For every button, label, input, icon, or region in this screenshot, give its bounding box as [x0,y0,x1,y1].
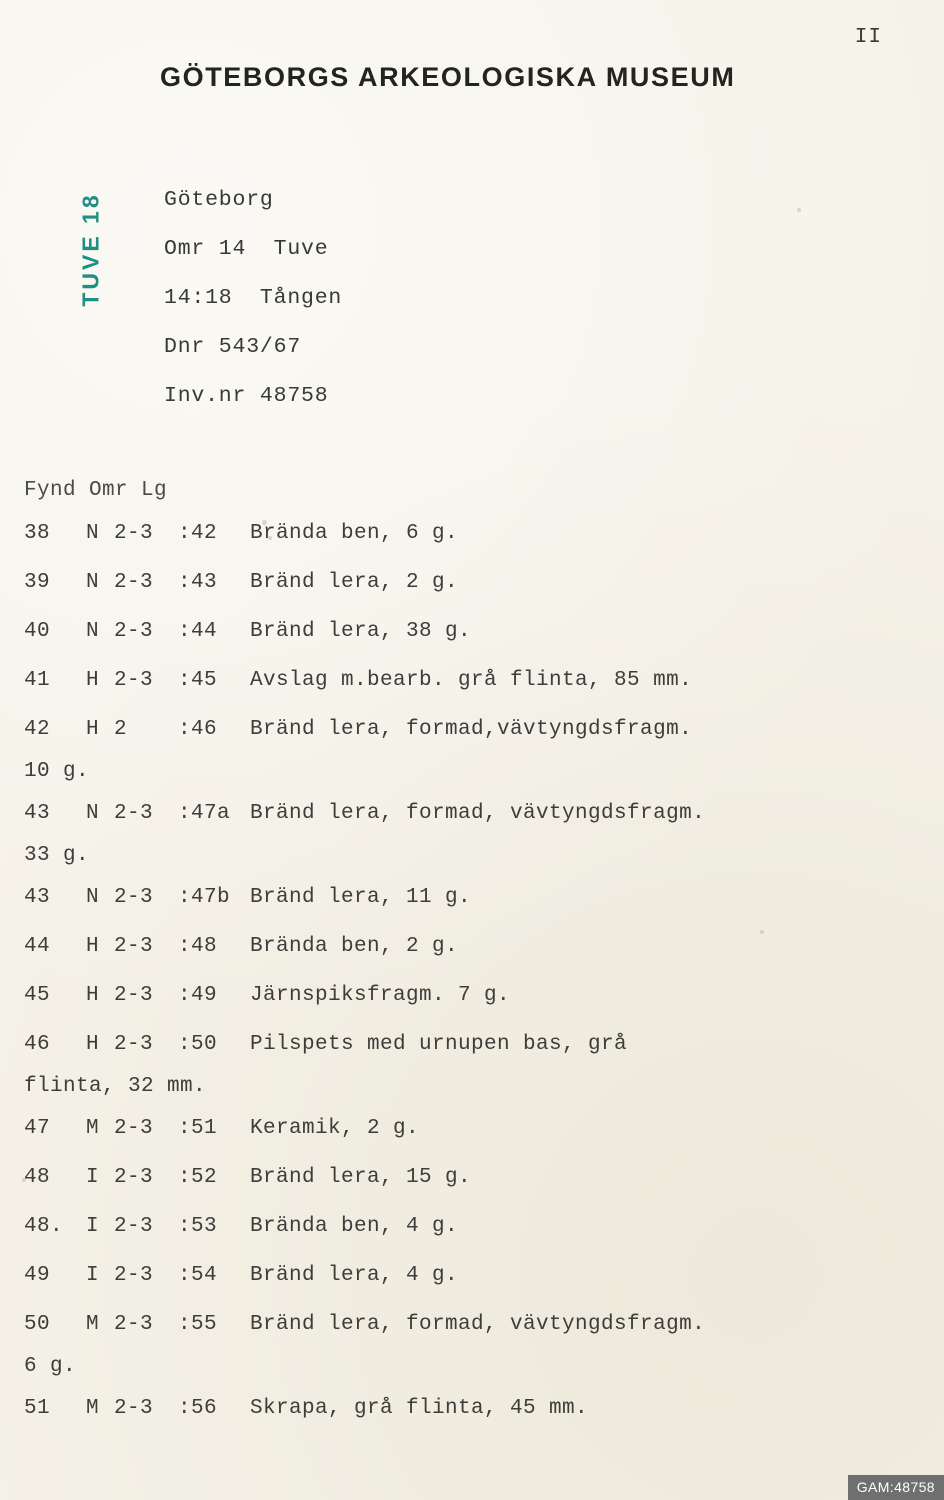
list-item [24,873,705,922]
cell-num: :49 [178,984,218,1007]
cell-lg: 2-3 [114,802,154,825]
cell-desc: Bränd lera, 4 g. [250,1264,459,1287]
cell-lg: 2-3 [114,1264,154,1287]
header-line-area: Omr 14 Tuve [164,237,329,261]
cell-lg: 2-3 [114,1033,154,1056]
archive-id-badge: GAM:48758 [848,1475,944,1500]
cell-fynd: 50 [24,1313,51,1336]
page-title: GÖTEBORGS ARKEOLOGISKA MUSEUM [160,62,736,92]
cell-lg: 2-3 [114,669,154,692]
cell-num: :53 [178,1215,218,1238]
paper-speck [797,208,801,212]
cell-desc: Brända ben, 4 g. [250,1215,459,1238]
cell-lg: 2-3 [114,1397,154,1420]
cell-desc: Bränd lera, 15 g. [250,1166,472,1189]
header-line-subarea: 14:18 Tången [164,286,343,310]
cell-omr: H [86,935,100,958]
paper-speck [760,930,764,934]
list-item [24,1104,705,1153]
cell-desc: Järnspiksfragm. 7 g. [250,984,511,1007]
cell-fynd: 48 [24,1166,51,1189]
cell-desc: Avslag m.bearb. grå flinta, 85 mm. [250,669,693,692]
header-line-invnr: Inv.nr 48758 [164,384,329,408]
cell-omr: H [86,669,100,692]
cell-lg: 2-3 [114,571,154,594]
cell-desc: Keramik, 2 g. [250,1117,420,1140]
cell-num: :55 [178,1313,218,1336]
list-item [24,656,705,705]
cell-fynd: 44 [24,935,51,958]
list-item [24,1153,705,1202]
list-item [24,922,705,971]
cell-lg: 2-3 [114,1215,154,1238]
cell-desc: Bränd lera, 2 g. [250,571,459,594]
cell-lg: 2 [114,718,128,741]
cell-fynd: 38 [24,522,51,545]
cell-desc-cont: 33 g. [24,844,90,867]
cell-lg: 2-3 [114,1313,154,1336]
page-number: II [854,26,882,49]
cell-num: :45 [178,669,218,692]
header-line-dnr: Dnr 543/67 [164,335,302,359]
cell-fynd: 43 [24,886,51,909]
cell-desc-cont: 10 g. [24,760,90,783]
cell-lg: 2-3 [114,935,154,958]
cell-fynd: 40 [24,620,51,643]
cell-num: :50 [178,1033,218,1056]
cell-desc-cont: 6 g. [24,1355,77,1378]
cell-num: :56 [178,1397,218,1420]
cell-omr: H [86,1033,100,1056]
cell-lg: 2-3 [114,1117,154,1140]
list-item [24,1300,705,1349]
list-item-continuation [24,754,705,789]
cell-num: :43 [178,571,218,594]
cell-fynd: 46 [24,1033,51,1056]
cell-lg: 2-3 [114,984,154,1007]
list-item [24,1020,705,1069]
cell-lg: 2-3 [114,886,154,909]
cell-fynd: 45 [24,984,51,1007]
list-item [24,1384,705,1433]
cell-omr: N [86,886,100,909]
cell-omr: M [86,1313,100,1336]
cell-num: :54 [178,1264,218,1287]
cell-num: :52 [178,1166,218,1189]
cell-fynd: 42 [24,718,51,741]
cell-desc: Bränd lera, formad, vävtyngdsfragm. [250,1313,706,1336]
header-line-place: Göteborg [164,188,274,212]
list-item [24,1251,705,1300]
cell-omr: H [86,718,100,741]
cell-fynd: 43 [24,802,51,825]
list-item [24,705,705,754]
cell-omr: N [86,522,100,545]
cell-num: :47b [178,886,231,909]
cell-fynd: 47 [24,1117,51,1140]
cell-num: :42 [178,522,218,545]
list-item [24,607,705,656]
cell-desc: Brända ben, 6 g. [250,522,459,545]
cell-num: :51 [178,1117,218,1140]
cell-desc: Pilspets med urnupen bas, grå [250,1033,628,1056]
cell-omr: N [86,571,100,594]
cell-lg: 2-3 [114,522,154,545]
cell-fynd: 51 [24,1397,51,1420]
cell-num: :46 [178,718,218,741]
cell-lg: 2-3 [114,620,154,643]
cell-omr: N [86,620,100,643]
list-item [24,789,705,838]
cell-fynd: 39 [24,571,51,594]
cell-num: :48 [178,935,218,958]
cell-desc: Bränd lera, formad, vävtyngdsfragm. [250,802,706,825]
column-header: Fynd Omr Lg [24,479,168,502]
list-item-continuation [24,1349,705,1384]
cell-desc: Bränd lera, 11 g. [250,886,472,909]
cell-omr: H [86,984,100,1007]
cell-omr: I [86,1264,100,1287]
list-item [24,509,705,558]
cell-omr: I [86,1215,100,1238]
list-item [24,558,705,607]
cell-omr: M [86,1397,100,1420]
cell-fynd: 49 [24,1264,51,1287]
cell-fynd: 41 [24,669,51,692]
list-item [24,1202,705,1251]
cell-fynd: 48. [24,1215,64,1238]
cell-desc: Brända ben, 2 g. [250,935,459,958]
list-item [24,971,705,1020]
finds-list [24,472,705,1433]
site-side-label: TUVE 18 [77,192,104,307]
cell-num: :44 [178,620,218,643]
cell-num: :47a [178,802,231,825]
cell-omr: I [86,1166,100,1189]
list-item-continuation [24,838,705,873]
cell-lg: 2-3 [114,1166,154,1189]
cell-omr: M [86,1117,100,1140]
cell-omr: N [86,802,100,825]
record-header [164,176,342,421]
list-item-continuation [24,1069,705,1104]
cell-desc: Skrapa, grå flinta, 45 mm. [250,1397,589,1420]
cell-desc: Bränd lera, 38 g. [250,620,472,643]
cell-desc-cont: flinta, 32 mm. [24,1075,207,1098]
cell-desc: Bränd lera, formad,vävtyngdsfragm. [250,718,693,741]
